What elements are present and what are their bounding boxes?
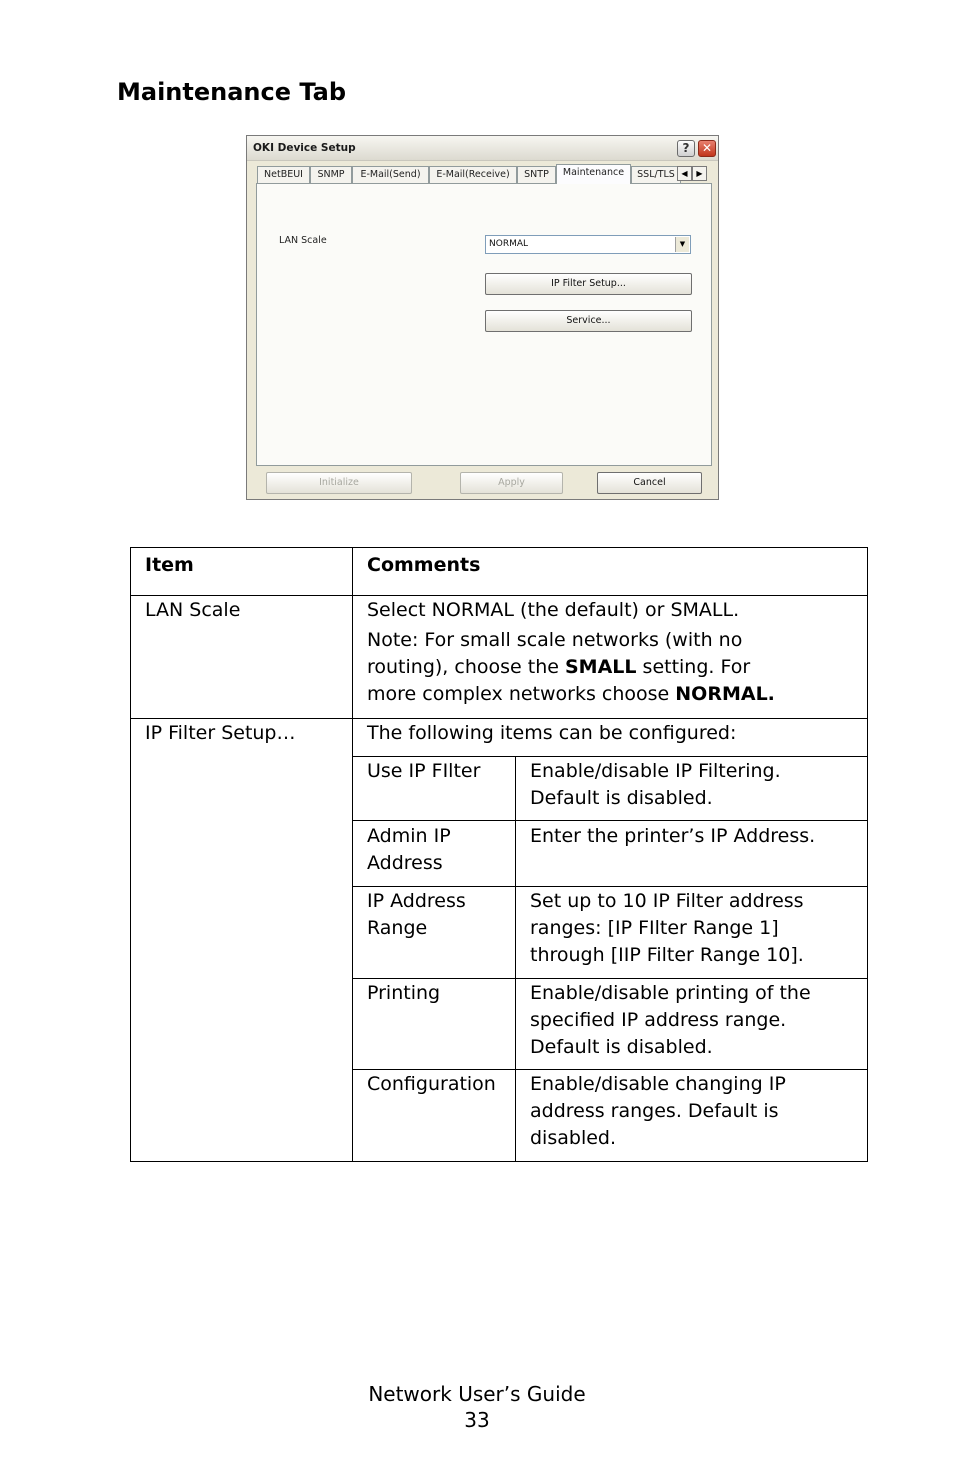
tab-maintenance[interactable]: Maintenance — [556, 164, 631, 184]
subitem-name: Printing — [367, 982, 441, 1004]
subitem-name: Address — [367, 852, 443, 874]
tab-scroll-left-icon[interactable]: ◀ — [677, 166, 692, 181]
tab-snmp[interactable]: SNMP — [310, 166, 352, 183]
subitem-desc: specified IP address range. — [530, 1009, 787, 1031]
maintenance-panel — [256, 183, 712, 466]
tab-email-receive[interactable]: E-Mail(Receive) — [429, 166, 517, 183]
subitem-desc: Enable/disable IP Filtering. — [530, 760, 781, 782]
subitem-name: Configuration — [367, 1073, 496, 1095]
subitem-desc: address ranges. Default is — [530, 1100, 779, 1122]
subitem-desc: disabled. — [530, 1127, 617, 1149]
lan-scale-comment: Select NORMAL (the default) or SMALL. — [367, 599, 740, 621]
ip-filter-setup-button[interactable]: IP Filter Setup... — [485, 273, 692, 295]
help-button[interactable]: ? — [677, 140, 695, 157]
lan-scale-note-line3: more complex networks choose NORMAL. — [367, 683, 775, 705]
lan-scale-note-line1: Note: For small scale networks (with no — [367, 629, 743, 651]
tab-email-send[interactable]: E-Mail(Send) — [352, 166, 429, 183]
dialog-title: OKI Device Setup — [253, 142, 356, 154]
subitem-desc: ranges: [IP FIlter Range 1] — [530, 917, 779, 939]
lan-scale-label: LAN Scale — [279, 235, 327, 246]
tab-strip — [257, 164, 703, 183]
subitem-name: Use IP FIlter — [367, 760, 481, 782]
tab-ssl-tls[interactable]: SSL/TLS — [631, 166, 681, 183]
apply-button[interactable]: Apply — [460, 472, 563, 494]
footer-title: Network User’s Guide — [368, 1382, 586, 1406]
page-number: 33 — [464, 1408, 490, 1432]
lan-scale-item: LAN Scale — [145, 599, 241, 621]
lan-scale-select[interactable] — [485, 235, 691, 254]
initialize-button[interactable]: Initialize — [266, 472, 412, 494]
lan-scale-value: NORMAL — [489, 239, 529, 249]
tab-netbeui[interactable]: NetBEUI — [257, 166, 310, 183]
subitem-desc: through [IIP Filter Range 10]. — [530, 944, 804, 966]
tab-sntp[interactable]: SNTP — [517, 166, 556, 183]
subitem-desc: Enable/disable changing IP — [530, 1073, 786, 1095]
lan-scale-note-line2: routing), choose the SMALL setting. For — [367, 656, 751, 678]
dialog-titlebar — [247, 136, 718, 161]
header-comments: Comments — [367, 554, 481, 576]
close-button[interactable]: ✕ — [698, 140, 716, 157]
oki-device-setup-dialog — [246, 135, 719, 500]
subitem-name: Range — [367, 917, 428, 939]
service-button[interactable]: Service... — [485, 310, 692, 332]
tab-scroll-right-icon[interactable]: ▶ — [692, 166, 707, 181]
ip-filter-item: IP Filter Setup… — [145, 722, 296, 744]
subitem-desc: Default is disabled. — [530, 1036, 713, 1058]
subitem-name: IP Address — [367, 890, 466, 912]
chevron-down-icon[interactable]: ▼ — [675, 237, 689, 252]
section-title: Maintenance Tab — [117, 78, 347, 106]
cancel-button[interactable]: Cancel — [597, 472, 702, 494]
ip-filter-intro: The following items can be configured: — [367, 722, 737, 744]
header-item: Item — [145, 554, 194, 576]
subitem-desc: Set up to 10 IP Filter address — [530, 890, 804, 912]
maintenance-items-table — [130, 547, 868, 1162]
subitem-desc: Enable/disable printing of the — [530, 982, 811, 1004]
subitem-desc: Default is disabled. — [530, 787, 713, 809]
subitem-name: Admin IP — [367, 825, 451, 847]
subitem-desc: Enter the printer’s IP Address. — [530, 825, 816, 847]
